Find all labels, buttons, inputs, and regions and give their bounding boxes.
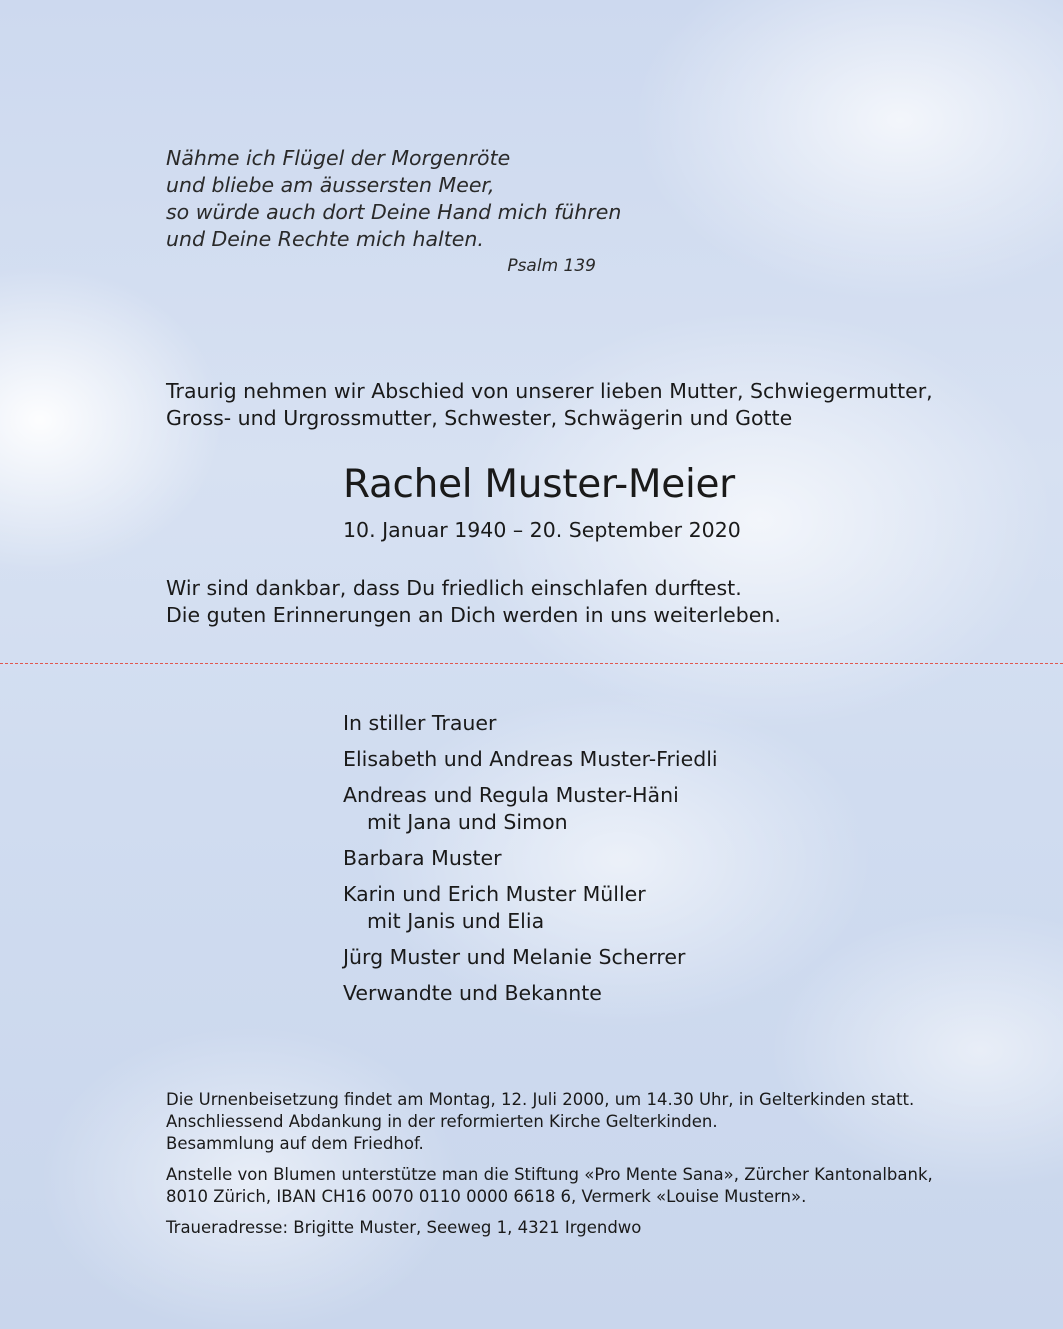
mourner-name: Verwandte und Bekannte <box>343 981 602 1005</box>
thanks-line: Wir sind dankbar, dass Du friedlich einschlafen durftest. <box>166 576 742 600</box>
ceremony-line: Die Urnenbeisetzung findet am Montag, 12. Juli 2000, um 14.30 Uhr, in Gelterkinden statt. <box>166 1090 915 1109</box>
ceremony-line: Besammlung auf dem Friedhof. <box>166 1134 424 1153</box>
mourning-address: Traueradresse: Brigitte Muster, Seeweg 1, 4321 Irgendwo <box>166 1218 642 1237</box>
intro-text <box>166 378 966 432</box>
psalm-quote <box>166 145 622 253</box>
donation-info <box>166 1164 1026 1208</box>
life-dates: 10. Januar 1940 – 20. September 2020 <box>343 518 741 542</box>
deceased-name: Rachel Muster-Meier <box>343 462 735 507</box>
funeral-notice <box>166 1089 1026 1248</box>
ceremony-info <box>166 1089 1026 1155</box>
mourner-children: mit Janis und Elia <box>367 909 545 933</box>
mourner-name: Andreas und Regula Muster-Häni <box>343 783 679 807</box>
psalm-source: Psalm 139 <box>507 256 596 276</box>
mourner-entry <box>343 980 943 1007</box>
mourner-entry <box>343 944 943 971</box>
mourner-entry <box>343 845 943 872</box>
intro-line: Traurig nehmen wir Abschied von unserer lieben Mutter, Schwiegermutter, <box>166 379 933 403</box>
donation-line: 8010 Zürich, IBAN CH16 0070 0110 0000 6618 6, Vermerk «Louise Mustern». <box>166 1187 807 1206</box>
mourners-list <box>343 710 943 1016</box>
mourner-entry <box>343 782 943 836</box>
mourner-name: In stiller Trauer <box>343 711 497 735</box>
thanks-line: Die guten Erinnerungen an Dich werden in uns weiterleben. <box>166 603 781 627</box>
mourner-name: Elisabeth und Andreas Muster-Friedli <box>343 747 718 771</box>
cut-line-divider <box>0 663 1063 664</box>
psalm-line: und bliebe am äussersten Meer, <box>166 173 495 197</box>
mourner-entry <box>343 881 943 935</box>
mourner-entry <box>343 710 943 737</box>
psalm-line: Nähme ich Flügel der Morgenröte <box>166 146 511 170</box>
mourner-name: Barbara Muster <box>343 846 502 870</box>
mourner-entry <box>343 746 943 773</box>
thanks-text <box>166 575 966 629</box>
psalm-line: so würde auch dort Deine Hand mich führen <box>166 200 622 224</box>
mourner-name: Jürg Muster und Melanie Scherrer <box>343 945 686 969</box>
mourner-name: Karin und Erich Muster Müller <box>343 882 646 906</box>
mourner-children: mit Jana und Simon <box>367 810 568 834</box>
intro-line: Gross- und Urgrossmutter, Schwester, Schwägerin und Gotte <box>166 406 793 430</box>
donation-line: Anstelle von Blumen unterstütze man die Stiftung «Pro Mente Sana», Zürcher Kantonalbank, <box>166 1165 933 1184</box>
ceremony-line: Anschliessend Abdankung in der reformierten Kirche Gelterkinden. <box>166 1112 718 1131</box>
psalm-line: und Deine Rechte mich halten. <box>166 227 484 251</box>
